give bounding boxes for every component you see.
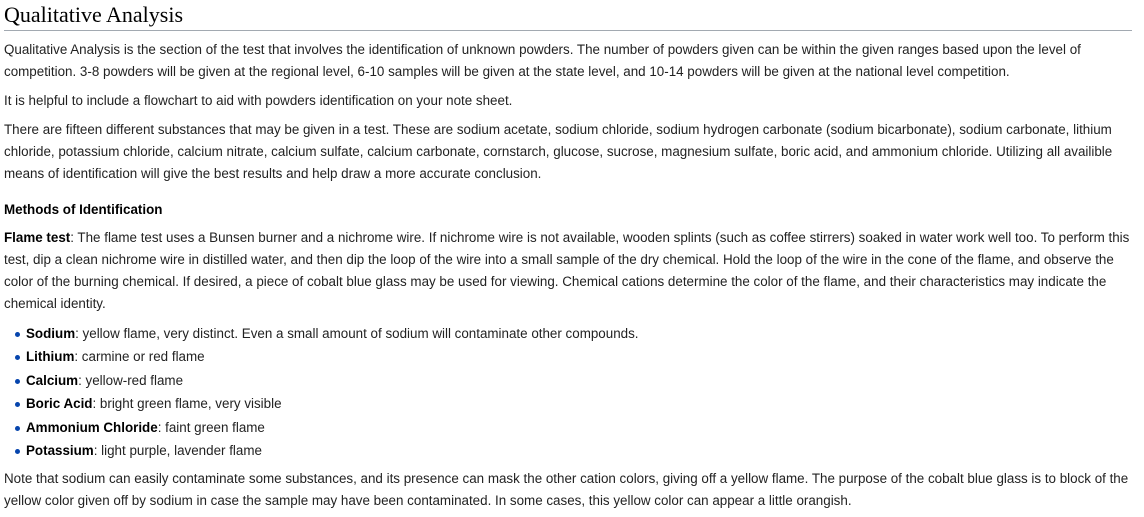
- flame-item-desc: : light purple, lavender flame: [93, 443, 262, 459]
- bullet-icon: [15, 379, 20, 384]
- list-item: [4, 369, 1132, 392]
- page-title: Qualitative Analysis: [4, 2, 1132, 31]
- flame-item-name: Boric Acid: [26, 396, 93, 412]
- list-item: [4, 345, 1132, 368]
- note-paragraph: Note that sodium can easily contaminate some substances, and its presence can mask the other cation colors, giving off a yellow flame. The purpose of the cobalt blue glass is to block of the yellow color given off by sodium in case the sample may have been contaminated. In some cases, this yellow color can appear a little orangish.: [4, 471, 1129, 509]
- flame-item-desc: : carmine or red flame: [74, 349, 205, 365]
- flame-item-desc: : yellow-red flame: [78, 372, 184, 388]
- substances-paragraph: There are fifteen different substances that may be given in a test. These are sodium acetate, sodium chloride, sodium hydrogen carbonate (sodium bicarbonate), sodium carbonate, lithium chloride, potassium chloride, calcium nitrate, calcium sulfate, calcium carbonate, cornstarch, glucose, sucrose, magnesium sulfate, boric acid, and ammonium chloride. Utilizing all availible means of identification will give the best results and help draw a more accurate conclusion.: [4, 122, 1113, 181]
- bullet-icon: [15, 402, 20, 407]
- flame-item-desc: : bright green flame, very visible: [92, 396, 282, 412]
- bullet-icon: [15, 355, 20, 360]
- intro-paragraph: Qualitative Analysis is the section of the test that involves the identification of unknown powders. The number of powders given can be within the given ranges based upon the level of competition. 3-8 powders will be given at the regional level, 6-10 samples will be given at the state level, and 10-14 powders will be given at the national level competition.: [4, 42, 1081, 79]
- list-item: [4, 439, 1132, 462]
- flame-color-list: [4, 322, 1132, 462]
- flame-item-desc: : faint green flame: [157, 419, 265, 435]
- flame-test-label: Flame test: [4, 230, 71, 245]
- flame-item-name: Sodium: [26, 326, 76, 341]
- flowchart-tip-paragraph: It is helpful to include a flowchart to aid with powders identification on your note sheet.: [4, 93, 513, 108]
- list-item: [4, 416, 1132, 439]
- bullet-icon: [15, 332, 20, 337]
- list-item: [4, 392, 1132, 415]
- flame-item-name: Ammonium Chloride: [26, 419, 158, 435]
- flame-item-name: Potassium: [26, 443, 94, 459]
- flame-test-paragraph: [4, 227, 1132, 315]
- flame-test-text: : The flame test uses a Bunsen burner and a nichrome wire. If nichrome wire is not available, wooden splints (such as coffee stirrers) soaked in water work well too. To perform this test, dip a clean nichrome wire in distilled water, and then dip the loop of the wire into a small sample of the dry chemical. Hold the loop of the wire in the cone of the flame, and observe the color of the burning chemical. If desired, a piece of cobalt blue glass may be used for viewing. Chemical cations determine the color of the flame, and their characteristics may indicate the chemical identity.: [4, 230, 1130, 311]
- methods-heading: Methods of Identification: [4, 202, 163, 217]
- flame-item-desc: : yellow flame, very distinct. Even a small amount of sodium will contaminate other compounds.: [75, 326, 639, 341]
- flame-item-name: Lithium: [26, 349, 75, 365]
- article-content: [4, 0, 1132, 512]
- list-item: [4, 322, 1132, 345]
- flame-item-name: Calcium: [26, 372, 79, 388]
- bullet-icon: [15, 426, 20, 431]
- bullet-icon: [15, 449, 20, 454]
